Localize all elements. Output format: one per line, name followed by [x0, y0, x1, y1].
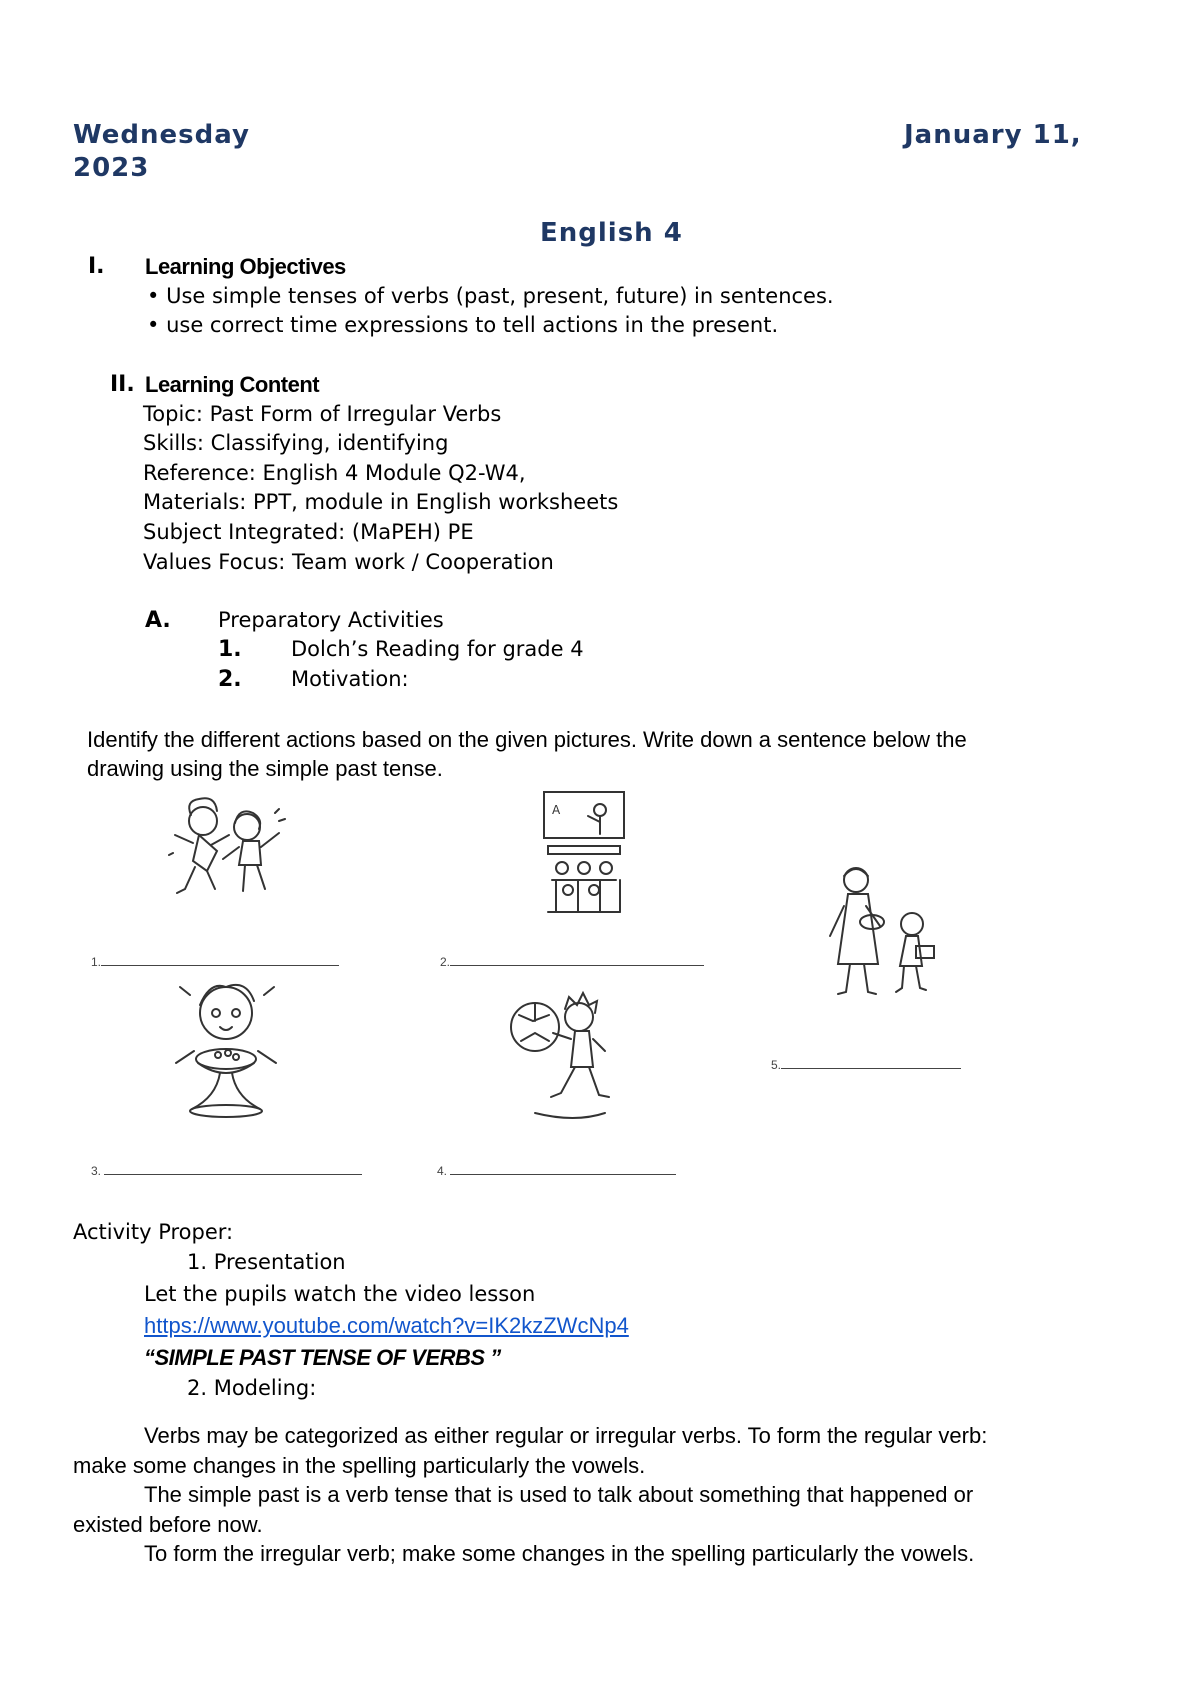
instruction-line: Identify the different actions based on the given pictures. Write down a sentence below the: [87, 727, 967, 752]
mother-and-child-picture: [818, 862, 938, 1002]
paragraph-line: The simple past is a verb tense that is used to talk about something that happened or: [144, 1482, 974, 1507]
content-line: Skills: Classifying, identifying: [143, 431, 449, 455]
content-line: Materials: PPT, module in English worksheets: [143, 490, 619, 514]
video-lesson-link[interactable]: https://www.youtube.com/watch?v=IK2kzZWcNp4: [144, 1313, 629, 1338]
year-label: 2023: [73, 153, 150, 183]
content-line: Values Focus: Team work / Cooperation: [143, 550, 554, 574]
paragraph-line: Verbs may be categorized as either regular or irregular verbs. To form the regular verb:: [144, 1423, 988, 1448]
classroom-picture: [538, 788, 630, 918]
prep-item-number: 1.: [218, 637, 242, 662]
bullet-icon: •: [147, 284, 160, 308]
answer-blank-3[interactable]: 3.: [91, 1164, 362, 1178]
content-line: Subject Integrated: (MaPEH) PE: [143, 520, 474, 544]
paragraph-line: existed before now.: [73, 1512, 263, 1537]
date-label: January 11,: [904, 120, 1082, 150]
instruction-line: drawing using the simple past tense.: [87, 756, 443, 781]
answer-blank-4[interactable]: 4.: [437, 1164, 676, 1178]
day-label: Wednesday: [73, 120, 250, 150]
video-title: “SIMPLE PAST TENSE OF VERBS ”: [144, 1345, 501, 1370]
answer-blank-5[interactable]: 5.: [771, 1058, 961, 1072]
bullet-icon: •: [147, 313, 160, 337]
presentation-step: 1. Presentation: [187, 1250, 346, 1274]
prep-letter: A.: [145, 608, 171, 633]
answer-blank-1[interactable]: 1.: [91, 955, 339, 969]
prep-item-number: 2.: [218, 667, 242, 692]
section-2-title: Learning Content: [145, 372, 320, 397]
svg-text:A: A: [552, 803, 561, 817]
objective-item: • use correct time expressions to tell actions in the present.: [147, 313, 779, 337]
boy-eating-picture: [160, 975, 290, 1120]
modeling-step: 2. Modeling:: [187, 1376, 317, 1400]
answer-blank-2[interactable]: 2.: [440, 955, 704, 969]
content-line: Reference: English 4 Module Q2-W4,: [143, 461, 526, 485]
prep-title: Preparatory Activities: [218, 608, 444, 632]
section-2-number: II.: [110, 372, 135, 397]
subject-title: English 4: [540, 218, 683, 248]
content-line: Topic: Past Form of Irregular Verbs: [143, 402, 502, 426]
paragraph-line: make some changes in the spelling particularly the vowels.: [73, 1453, 646, 1478]
boy-playing-ball-picture: [505, 985, 615, 1125]
prep-item-text: Motivation:: [291, 667, 409, 691]
paragraph-line: To form the irregular verb; make some changes in the spelling particularly the vowels.: [144, 1541, 975, 1566]
prep-item-text: Dolch’s Reading for grade 4: [291, 637, 584, 661]
activity-title: Activity Proper:: [73, 1220, 234, 1244]
objective-item: • Use simple tenses of verbs (past, present, future) in sentences.: [147, 284, 834, 308]
section-1-title: Learning Objectives: [145, 254, 346, 279]
watch-instruction: Let the pupils watch the video lesson: [144, 1282, 536, 1306]
dancing-children-picture: [165, 793, 290, 908]
section-1-number: I.: [88, 254, 105, 279]
